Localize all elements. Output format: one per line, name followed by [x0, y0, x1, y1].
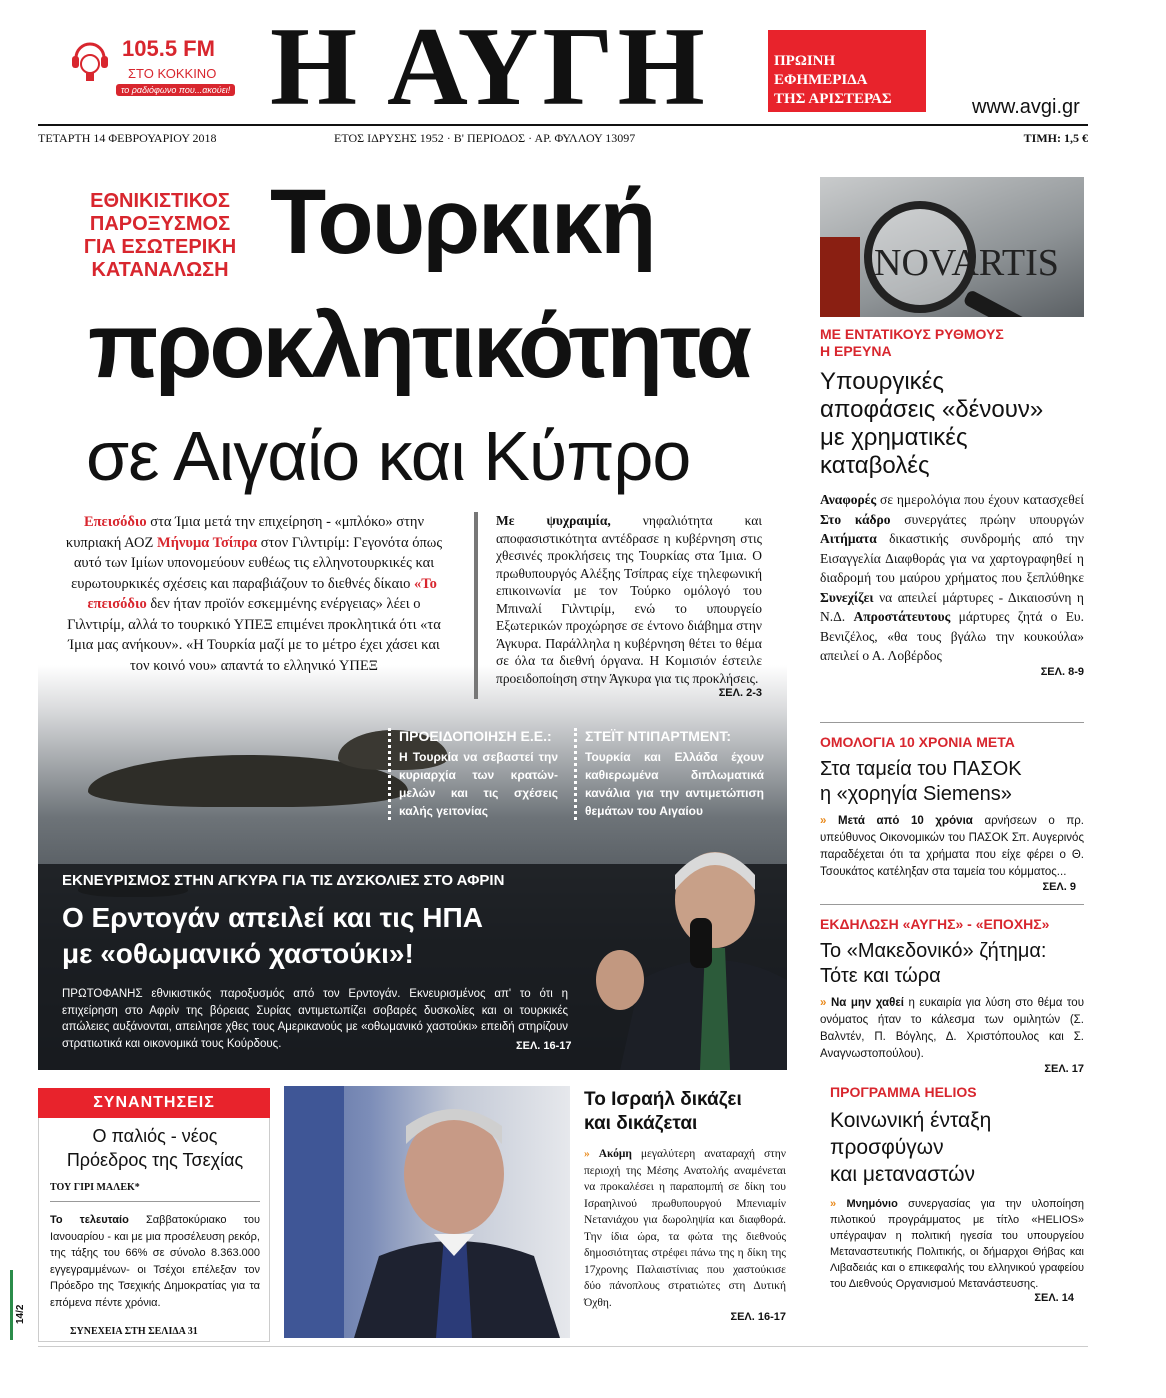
synantiseis-header: ΣΥΝΑΝΤΗΣΕΙΣ [38, 1088, 270, 1118]
headline-line: Ο Ερντογάν απειλεί και τις ΗΠΑ [62, 902, 483, 933]
radio-ad[interactable] [70, 30, 240, 100]
arrow-icon: » [820, 815, 827, 827]
lead-headline[interactable]: Τουρκική [270, 171, 655, 273]
bold-phrase: Το τελευταίο [50, 1214, 129, 1226]
body-text: σε ημερολόγια που έχουν κατασχεθεί [876, 492, 1084, 507]
title-line: και δικάζεται [584, 1113, 698, 1134]
body-text: Σαββατοκύριακο του Ιανουαρίου - και με μια προσέλευση ρεκόρ, της τάξης του 66% σε σύνολο 8.363.000 εγγεγραμμένων- οι Τσέχοι επέλεξαν τον Πρόεδρο της Τσεχικής Δημοκρατίας για τα επόμενα πέντε χρόνια. [50, 1214, 260, 1309]
body-text: μεγαλύτερη αναταραχή στην περιοχή της Μέσης Ανατολής αναμένεται να προκαλέσει η παραπομπή σε δίκη του Ισραηλινού πρωθυπουργού Μπενιαμίν Νετανιάχου για δωροληψία και διαφθορά. Την ίδια ώρα, τα φώτα της διεθνούς δημοσιότητας στρέφει πάνω της η δίκη της 17χρονης Παλαιστίνιας που χαστούκισε δύο πάνοπλους στρατιώτες στη Δυτική Όχθη. [584, 1148, 787, 1309]
page-reference: ΣΕΛ. 16-17 [516, 1040, 572, 1052]
bold-phrase: Αιτήματα [820, 531, 877, 546]
erdogan-photo [580, 830, 787, 1070]
article-title [820, 757, 1084, 807]
article-title [820, 939, 1084, 989]
callout-heading: ΣΤΕΪΤ ΝΤΙΠΑΡΤΜΕΝΤ: [585, 728, 732, 744]
helios-article[interactable] [830, 1084, 1084, 1304]
lead-headline-sub[interactable]: σε Αιγαίο και Κύπρο [86, 417, 691, 495]
lead-text: δεν ήταν προϊόν εσκεμμένης ενέργειας» λέει ο Γιλντιρίμ, αλλά το τουρκικό ΥΠΕΞ επιμένει προκλητικά ότι «τα Ίμια μας ανήκουν». «Η Τουρκία μαζί με το μέτρο έχει χάσει και τον κοινό νου» απαντά το ελληνικό ΥΠΕΞ [67, 596, 441, 674]
title-line: Το Ισραήλ δικάζει [584, 1089, 742, 1110]
siemens-article[interactable] [820, 734, 1084, 893]
erdogan-kicker: ΕΚΝΕΥΡΙΣΜΟΣ ΣΤΗΝ ΑΓΚΥΡΑ ΓΙΑ ΤΙΣ ΔΥΣΚΟΛΙΕΣ ΣΤΟ ΑΦΡΙΝ [62, 872, 505, 889]
arrow-icon: » [820, 997, 827, 1009]
column-divider [820, 904, 1084, 905]
bold-phrase: Στο κάδρο [820, 511, 891, 527]
article-body [830, 1196, 1084, 1292]
article-title [830, 1107, 1084, 1188]
radio-slogan: το ραδιόφωνο που...ακούει! [116, 84, 235, 96]
page-reference: ΣΕΛ. 8-9 [1040, 665, 1084, 678]
portrait-figure [284, 1086, 570, 1338]
lead-highlight: Μήνυμα Τσίπρα [157, 534, 258, 551]
title-line: και μεταναστών [830, 1163, 975, 1186]
bold-phrase: Να μην χαθεί [830, 997, 904, 1009]
body-text: να απειλεί μάρτυρες - Δικαιοσύνη η Ν.Δ. [820, 589, 1084, 624]
article-kicker: ΠΡΟΓΡΑΜΜΑ HELIOS [830, 1084, 977, 1100]
article-title [50, 1124, 260, 1172]
title-line: Στα ταμεία του ΠΑΣΟΚ [820, 758, 1022, 780]
article-kicker: ΟΜΟΛΟΓΙΑ 10 ΧΡΟΝΙΑ ΜΕΤΑ [820, 734, 1015, 750]
callout-body: Τουρκία και Ελλάδα έχουν καθιερωμένα διπλωματικά κανάλια για την αντιμετώπιση θεμάτων του Αιγαίου [585, 750, 764, 818]
article-title [584, 1088, 786, 1136]
page-reference: ΣΕΛ. 14 [1034, 1292, 1074, 1304]
issue-price: ΤΙΜΗ: 1,5 € [1023, 131, 1088, 145]
headline-line: με «οθωμανικό χαστούκι»! [62, 938, 414, 969]
arrow-icon: » [584, 1148, 590, 1160]
tagline-line: ΕΦΗΜΕΡΙΔΑ [774, 72, 868, 88]
page-reference: ΣΕΛ. 9 [1042, 881, 1076, 893]
body-text: αρνήσεων ο πρ. υπεύθυνος Οικονομικών του ΠΑΣΟΚ Σπ. Αυγερινός παραδέχεται ότι τα χρήματα που είχε φέρει ο Θ. Τσουκάτος κατέληξαν στα ταμεία του κόμματος... [820, 815, 1084, 878]
lead-kicker-line: ΓΙΑ ΕΣΩΤΕΡΙΚΗ [83, 236, 237, 258]
body-text: συνεργασίας για την υλοποίηση πιλοτικού προγράμματος με τίτλο «HELIOS» υπέγραψαν η πολιτική ηγεσία του υπουργείου Μεταναστευτικής Πολιτικής, οι δήμαρχοι Θήβας και Λιβαδειάς και ο επικεφαλής του ελληνικού γραφείου του Διεθνούς Οργανισμού Μετανάστευσης. [830, 1198, 1084, 1290]
issue-info: ΕΤΟΣ ΙΔΡΥΣΗΣ 1952 · Β' ΠΕΡΙΟΔΟΣ · ΑΡ. ΦΥΛΛΟΥ 13097 [334, 131, 636, 145]
israel-article[interactable] [584, 1088, 786, 1323]
bold-phrase: Μνημόνιο [846, 1198, 898, 1210]
body-text: συνεργάτες πρώην υπουργών [890, 511, 1084, 527]
dateline [38, 124, 1088, 148]
lead-headline[interactable]: προκλητικότητα [88, 295, 750, 397]
article-body [820, 490, 1084, 666]
column-divider [820, 722, 1084, 723]
lead-text: νηφαλιότητα και αποφασιστικότητα αντέδρασε η κυβέρνηση στις χθεσινές προκλήσεις της Τουρκίας στα Ίμια. Ο πρωθυπουργός Αλέξης Τσίπρας είχε τηλεφωνική επικοινωνία με τον Τούρκο ομόλογό του Μπιναλί Γιλντιρίμ, ενώ το υπουργείο Εξωτερικών προχώρησε σε έντονο διάβημα στην Άγκυρα. Παράλληλα η κυβέρνηση θέτει το θέμα σε όλα τα διεθνή όργανα. Η Κομισιόν έστειλε προειδοποίηση στην Άγκυρα για τις προκλήσεις. [496, 513, 762, 686]
lead-word: Επεισόδιο [83, 514, 147, 530]
synantiseis-article[interactable] [50, 1124, 260, 1311]
radio-frequency: 105.5 FM [122, 36, 215, 61]
callout-eu-warning [388, 728, 558, 820]
title-line: Τότε και τώρα [820, 965, 941, 987]
continued-link[interactable]: ΣΥΝΕΧΕΙΑ ΣΤΗ ΣΕΛΙΔΑ 31 [70, 1326, 198, 1337]
novartis-photo [820, 177, 1084, 317]
bold-phrase: Συνεχίζει [820, 589, 874, 605]
netanyahu-photo [284, 1086, 570, 1338]
website-link[interactable]: www.avgi.gr [972, 96, 1080, 118]
tagline-line: ΠΡΩΙΝΗ [774, 53, 836, 69]
article-kicker: ΕΚΔΗΛΩΣΗ «ΑΥΓΗΣ» - «ΕΠΟΧΗΣ» [820, 916, 1050, 932]
side-marker [10, 1270, 24, 1340]
title-line: αποφάσεις «δένουν» [820, 396, 1044, 423]
divider [50, 1201, 260, 1202]
article-body [820, 995, 1084, 1063]
lightbulb-headphones-icon [70, 36, 110, 92]
erdogan-headline[interactable] [62, 900, 602, 972]
article-kicker: Η ΕΡΕΥΝΑ [820, 343, 892, 359]
lead-kicker-line: ΚΑΤΑΝΑΛΩΣΗ [91, 259, 229, 281]
lead-kicker [80, 190, 240, 282]
tagline-line: ΤΗΣ ΑΡΙΣΤΕΡΑΣ [774, 91, 892, 107]
title-line: Κοινωνική ένταξη [830, 1109, 992, 1132]
lead-left-copy [62, 512, 446, 676]
page-reference: ΣΕΛ. 16-17 [730, 1311, 786, 1323]
radio-subtitle: ΣΤΟ ΚΟΚΚΙΝΟ [128, 66, 217, 81]
article-body [584, 1146, 786, 1311]
lead-right-copy [474, 512, 762, 699]
title-line: η «χορηγία Siemens» [820, 783, 1012, 805]
title-line: Ο παλιός - νέος [92, 1126, 218, 1146]
article-title [820, 368, 1084, 480]
callout-body: Η Τουρκία να σεβαστεί την κυριαρχία των κρατών-μελών και τις σχέσεις καλής γειτονίας [399, 750, 558, 818]
newspaper-title: Η ΑΥΓΗ [270, 5, 709, 129]
lead-text: στον Γιλντιρίμ: Γεγονότα όπως αυτό των Ιμίων υπονομεύουν ευθέως τις ελληνοτουρκικές και ευρωτουρκικές σχέσεις και παραβιάζουν το διεθνές δίκαιο [71, 534, 443, 592]
bold-phrase: Απροστάτευτους [853, 609, 951, 624]
title-line: Το «Μακεδονικό» ζήτημα: [820, 940, 1047, 962]
title-line: Υπουργικές [820, 368, 944, 395]
lead-text: στα Ίμια μετά την επιχείρηση - «μπλόκο» στην κυπριακή ΑΟΖ [65, 514, 425, 551]
callout-heading: ΠΡΟΕΙΔΟΠΟΙΗΣΗ Ε.Ε.: [399, 728, 552, 744]
novartis-sign: NOVARTIS [874, 242, 1059, 284]
body-text: δικαστικής συνδρομής από την Εισαγγελία Διαφθοράς για να χαρτογραφηθεί η διαδρομή του μαύρου χρήματος που ξεπλύθηκε [820, 531, 1084, 585]
novartis-article[interactable] [820, 326, 1084, 678]
lead-kicker-line: ΕΘΝΙΚΙΣΤΙΚΟΣ [90, 190, 230, 212]
article-body [50, 1212, 260, 1311]
event-article[interactable] [820, 916, 1084, 1075]
page-reference: ΣΕΛ. 17 [1044, 1063, 1084, 1075]
lead-highlight: «Το επεισόδιο [87, 575, 437, 612]
title-line: Πρόεδρος της Τσεχίας [66, 1150, 244, 1170]
issue-date: ΤΕΤΑΡΤΗ 14 ΦΕΒΡΟΥΑΡΙΟΥ 2018 [38, 131, 217, 145]
lead-kicker-line: ΠΑΡΟΞΥΣΜΟΣ [89, 213, 231, 235]
title-line: καταβολές [820, 452, 930, 479]
bold-phrase: Ακόμη [598, 1148, 632, 1160]
article-kicker: ΜΕ ΕΝΤΑΤΙΚΟΥΣ ΡΥΘΜΟΥΣ [820, 326, 1004, 342]
lead-word: Με ψυχραιμία, [496, 513, 611, 528]
article-author: ΤΟΥ ΓΙΡΙ ΜΑΛΕΚ* [50, 1182, 140, 1193]
side-date-code: 14/2 [15, 1304, 26, 1324]
magnifier-icon [820, 177, 1084, 317]
page-bottom-rule [38, 1346, 1088, 1347]
callout-state-department [574, 728, 764, 820]
erdogan-body: ΠΡΩΤΟΦΑΝΗΣ εθνικιστικός παροξυσμός από τον Ερντογάν. Εκνευρισμένος απ' το ότι η επιχείρηση στο Αφρίν της βόρειας Συρίας αντιμετωπίζει σοβαρές δυσκολίες και οι τουρκικές απώλειες αυξάνονται, απειλησε χθες τους Αμερικανούς με «οθωμανικό χαστούκι» επειδή στηρίζουν στρατιωτικά και οικονομικά τους Κούρδους. [62, 988, 568, 1050]
body-text: μάρτυρες ζητά ο Ευ. Βενιζέλος, «θα τους βγάλω την κουκούλα» απειλεί ο Α. Λοβέρδος [820, 609, 1084, 663]
bold-phrase: Αναφορές [820, 492, 877, 507]
tagline-box [768, 30, 926, 112]
article-body [820, 813, 1084, 881]
page-reference: ΣΕΛ. 2-3 [718, 687, 762, 699]
title-line: προσφύγων [830, 1136, 944, 1159]
title-line: με χρηματικές [820, 424, 968, 451]
body-text: η ευκαιρία για λύση στο θέμα του ονόματος ήταν το κάλεσμα των ομιλητών (Σ. Βαλντέν, Π. Βόγλης, Δ. Χριστόπουλος και Σ. Αναγνωστοπούλου). [820, 997, 1084, 1060]
bold-phrase: Μετά από 10 χρόνια [838, 815, 973, 827]
arrow-icon: » [830, 1198, 837, 1210]
